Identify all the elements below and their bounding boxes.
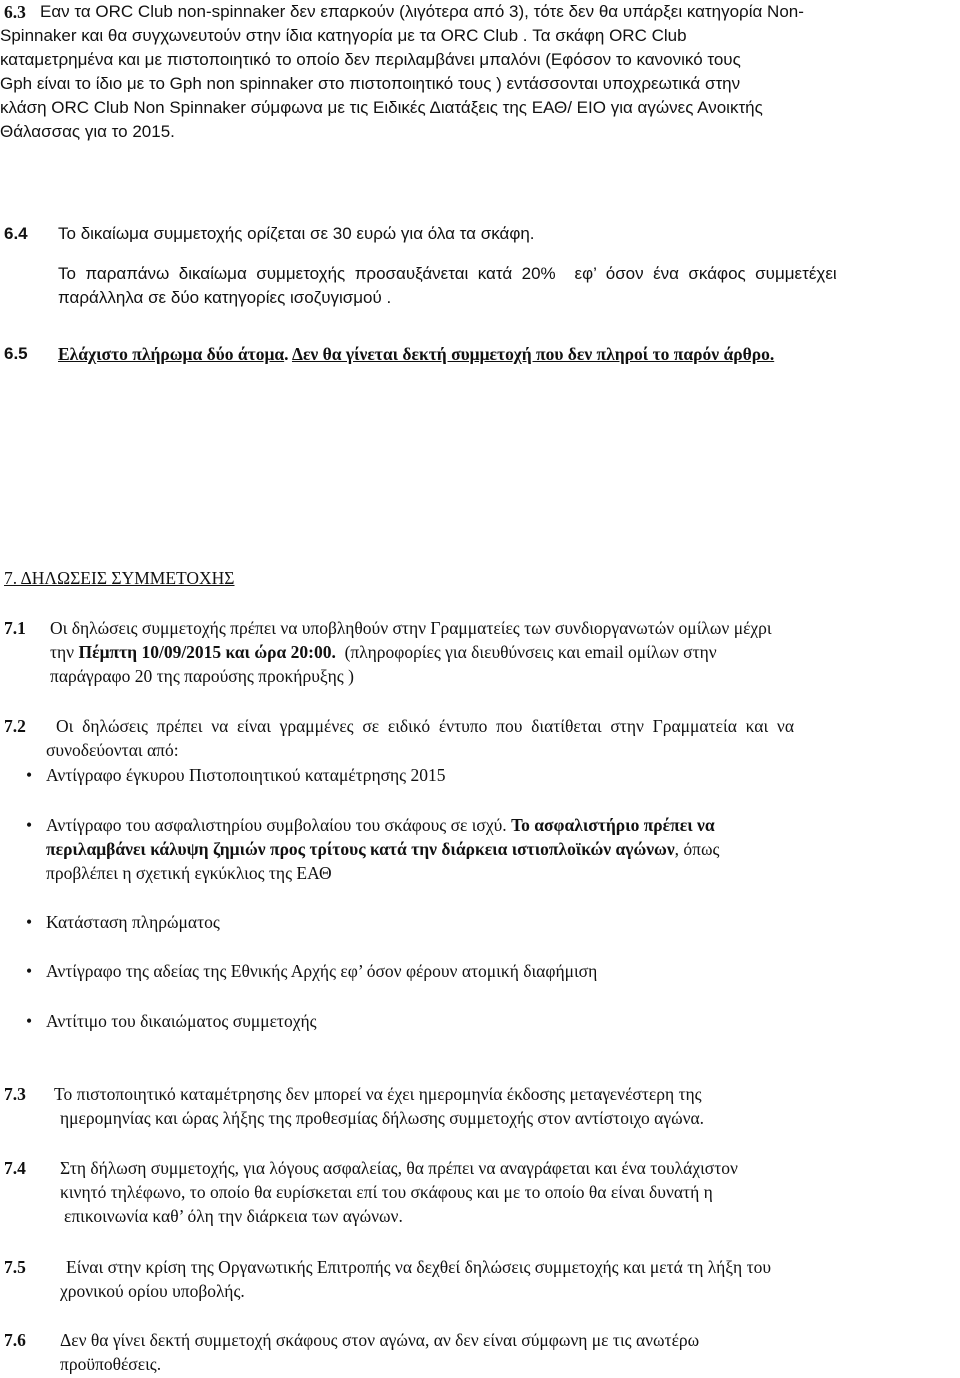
text-line: Το παραπάνω δικαίωμα συμμετοχής προσαυξάνεται κατά 20% εφ’ όσον ένα σκάφος συμμετέχει <box>58 264 837 283</box>
bullet-icon: • <box>26 815 33 835</box>
text-post: , όπως <box>674 839 720 859</box>
section-7-1-text <box>50 616 952 688</box>
heading-entries: 7. ΔΗΛΩΣΕΙΣ ΣΥΜΜΕΤΟΧΗΣ <box>4 568 235 588</box>
bullet-icon: • <box>26 961 33 981</box>
text-line: συνοδεύονται από: <box>46 740 179 760</box>
text-line: παράγραφο 20 της παρούσης προκήρυξης ) <box>50 666 354 686</box>
section-number: 7.3 <box>4 1084 26 1104</box>
text-line: παράλληλα σε δύο κατηγορίες ισοζυγισμού . <box>58 288 392 307</box>
min-crew-text: Ελάχιστο πλήρωμα δύο άτομα <box>58 344 285 364</box>
bullet-icon: • <box>26 1011 33 1031</box>
section-number: 7.5 <box>4 1257 26 1277</box>
text-line: Θάλασσας για το 2015. <box>0 122 175 141</box>
text-line: Οι δηλώσεις πρέπει να είναι γραμμένες σε ειδικό έντυπο που διατίθεται στην Γραμματεία και να <box>56 716 794 736</box>
text-line: προϋποθέσεις. <box>60 1354 162 1374</box>
section-number: 7.1 <box>4 618 26 638</box>
section-6-5-text <box>58 342 952 366</box>
section-7-6-text <box>60 1328 952 1376</box>
section-number: 6.3 <box>4 2 26 22</box>
not-accepted-text: Δεν θα γίνεται δεκτή συμμετοχή που δεν πληροί το παρόν άρθρο. <box>291 344 775 364</box>
section-number: 6.4 <box>4 224 28 243</box>
text-line: επικοινωνία καθ’ όλη την διάρκεια των αγώνων. <box>64 1206 403 1226</box>
section-7-3-text <box>54 1082 952 1130</box>
insurance-bold: Το ασφαλιστήριο πρέπει να <box>511 815 715 835</box>
text-line: Είναι στην κρίση της Οργανωτικής Επιτροπής να δεχθεί δηλώσεις συμμετοχής και μετά τη λήξη του <box>66 1257 772 1277</box>
bullet-icon: • <box>26 765 33 785</box>
section-number: 7.4 <box>4 1158 26 1178</box>
deadline: Πέμπτη 10/09/2015 και ώρα 20:00. <box>78 642 336 662</box>
text-line: Εαν τα ORC Club non-spinnaker δεν επαρκούν (λιγότερα από 3), τότε δεν θα υπάρξει κατηγορία Non- <box>40 2 804 21</box>
text-line: κινητό τηλέφωνο, το οποίο θα ευρίσκεται επί του σκάφους και με το οποίο θα είναι δυνατή η <box>60 1182 713 1202</box>
text-line: καταμετρημένα και με πιστοποιητικό το οποίο δεν περιλαμβάνει μπαλόνι (Εφόσον το κανονικό τους <box>0 50 741 69</box>
section-number: 7.6 <box>4 1330 26 1350</box>
list-item-text: Κατάσταση πληρώματος <box>46 912 220 932</box>
text-line: Οι δηλώσεις συμμετοχής πρέπει να υποβληθούν στην Γραμματείες των συνδιοργανωτών ομίλων μέχρι <box>50 618 772 638</box>
text-pre: την <box>50 642 79 662</box>
text-line: Το δικαίωμα συμμετοχής ορίζεται σε 30 ευρώ για όλα τα σκάφη. <box>58 224 535 243</box>
section-7-2-text <box>46 714 952 762</box>
text-line <box>46 837 952 861</box>
section-number: 7.2 <box>4 716 26 736</box>
section-7-5-text <box>60 1255 952 1303</box>
text-line: Gph είναι το ίδιο με το Gph non spinnaker στο πιστοποιητικό τους ) εντάσσονται υποχρεωτικά στην <box>0 74 741 93</box>
text-pre: Αντίγραφο του ασφαλιστηρίου συμβολαίου του σκάφους σε ισχύ. <box>46 815 512 835</box>
text-line: Στη δήλωση συμμετοχής, για λόγους ασφαλείας, θα πρέπει να αναγράφεται και ένα τουλάχιστον <box>60 1158 738 1178</box>
text-line <box>46 813 952 837</box>
insurance-bold: περιλαμβάνει κάλυψη ζημιών προς τρίτους κατά την διάρκεια ιστιοπλοϊκών αγώνων <box>46 839 675 859</box>
bullet-icon: • <box>26 912 33 932</box>
section-number: 6.5 <box>4 344 28 363</box>
text-line: ημερομηνίας και ώρας λήξης της προθεσμίας δήλωσης συμμετοχής στον αντίστοιχο αγώνα. <box>60 1108 705 1128</box>
separator: . <box>284 344 292 364</box>
list-item-text <box>46 813 952 885</box>
text-line: Spinnaker και θα συγχωνευτούν στην ίδια κατηγορία με τα ORC Club . Τα σκάφη ORC Club <box>0 26 687 45</box>
text-line <box>50 640 952 664</box>
text-line: προβλέπει η σχετική εγκύκλιος της ΕΑΘ <box>46 863 332 883</box>
text-line: Το πιστοποιητικό καταμέτρησης δεν μπορεί να έχει ημερομηνία έκδοσης μεταγενέστερη της <box>54 1084 702 1104</box>
text-line: χρονικού ορίου υποβολής. <box>60 1281 245 1301</box>
text-post: (πληροφορίες για διευθύνσεις και email ομίλων στην <box>335 642 717 662</box>
list-item-text: Αντίγραφο της αδείας της Εθνικής Αρχής εφ’ όσον φέρουν ατομική διαφήμιση <box>46 961 598 981</box>
text-line: Δεν θα γίνει δεκτή συμμετοχή σκάφους στον αγώνα, αν δεν είναι σύμφωνη με τις ανωτέρω <box>60 1330 700 1350</box>
list-item-text: Αντίγραφο έγκυρου Πιστοποιητικού καταμέτρησης 2015 <box>46 765 446 785</box>
list-item-text: Αντίτιμο του δικαιώματος συμμετοχής <box>46 1011 317 1031</box>
text-line: κλάση ORC Club Non Spinnaker σύμφωνα με τις Ειδικές Διατάξεις της ΕΑΘ/ ΕΙΟ για αγώνες Ανοικτής <box>0 98 763 117</box>
section-7-4-text <box>60 1156 952 1228</box>
section-6-4-text <box>58 222 952 310</box>
